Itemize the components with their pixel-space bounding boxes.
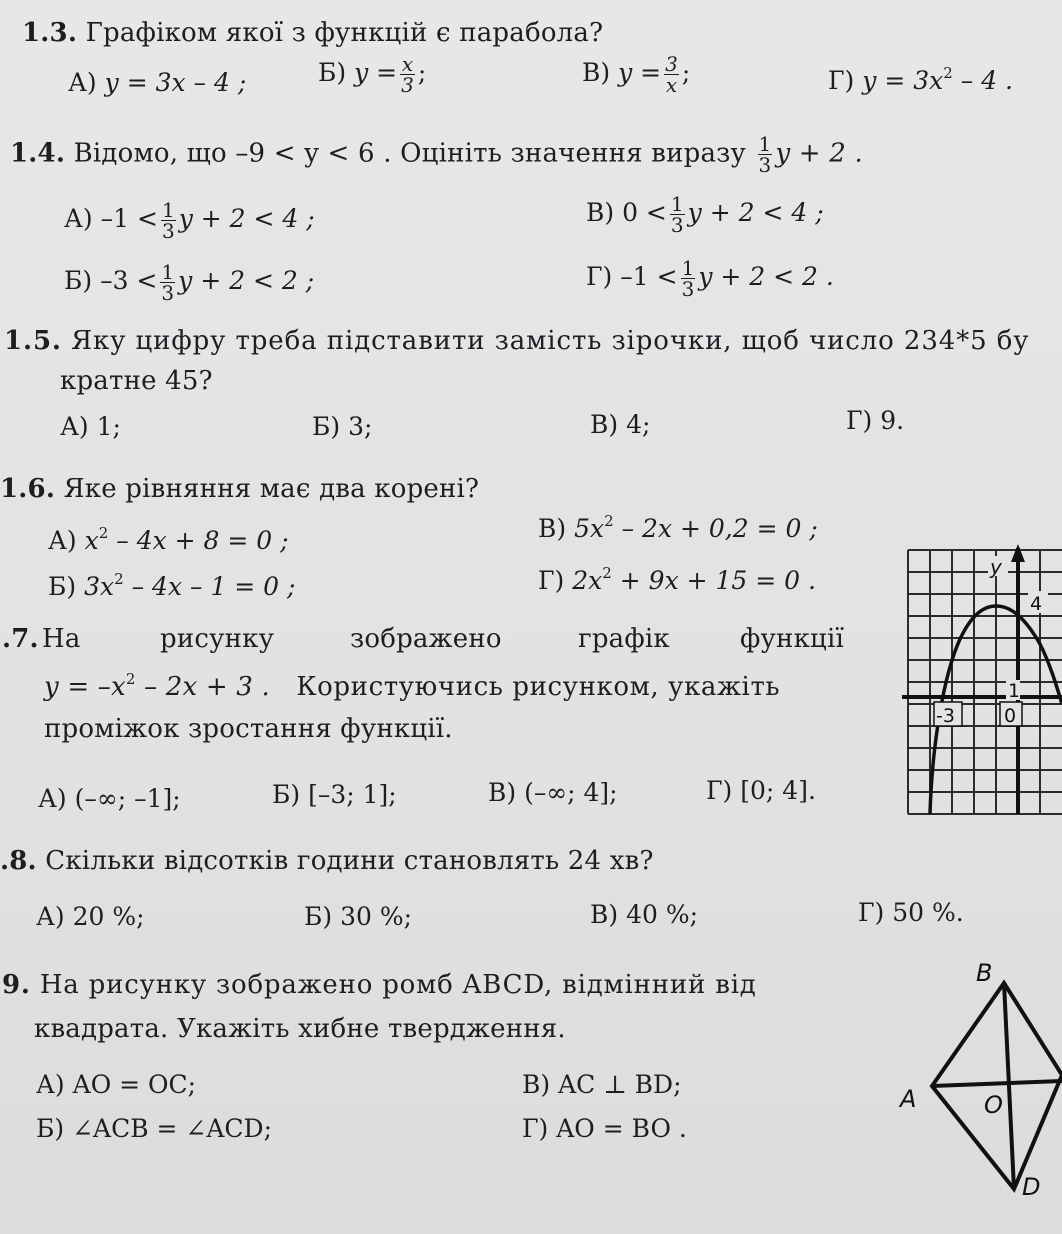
option-1-3-b[interactable] [318, 54, 426, 95]
fraction-denominator: 3 [161, 219, 175, 243]
option-label: Б) [48, 572, 77, 601]
option-1-4-c[interactable] [586, 194, 824, 235]
option-post: y + 2 < 4 ; [178, 204, 315, 233]
option-label: В) [538, 514, 567, 543]
option-1-4-d[interactable] [586, 258, 834, 299]
option-post: – 4x + 8 = 0 ; [116, 526, 289, 555]
option-post: + 9x + 15 = 0 . [619, 566, 816, 595]
option-1-5-c[interactable]: В) 4; [590, 410, 651, 439]
option-1-5-b[interactable]: Б) 3; [312, 412, 373, 441]
fraction-denominator: 3 [681, 277, 695, 301]
question-1-7-line2 [44, 672, 780, 702]
option-label: А) [64, 204, 93, 233]
parabola-graph [900, 544, 1062, 816]
option-1-9-c[interactable]: В) AC ⊥ BD; [522, 1070, 682, 1099]
option-label: А) [68, 68, 97, 97]
exponent: 2 [943, 64, 953, 82]
question-1-3 [22, 18, 603, 48]
word: функції [740, 624, 844, 654]
option-pre: 2x [572, 566, 603, 595]
origin-label: 0 [1004, 705, 1017, 727]
question-text: Скільки відсотків години становлять 24 хв? [45, 846, 654, 876]
question-number: 9. [2, 970, 31, 1000]
word: рисунку [160, 624, 275, 654]
option-post: y + 2 < 4 ; [687, 198, 824, 227]
tick-label-4: 4 [1030, 593, 1043, 615]
option-1-4-b[interactable] [64, 262, 314, 303]
option-formula: y = [618, 58, 662, 87]
fraction [400, 54, 415, 95]
option-formula: y = 3x – 4 ; [104, 68, 247, 97]
vertex-d-label: D [1022, 1173, 1041, 1201]
diagonal-ac [932, 1081, 1062, 1086]
exponent: 2 [114, 570, 124, 588]
question-number: 1.4. [10, 138, 66, 169]
option-pre: –1 < [100, 204, 158, 233]
option-label: А) [48, 526, 77, 555]
question-1-9 [2, 970, 757, 1000]
option-label: Б) [64, 266, 93, 295]
question-1-9-cont: квадрата. Укажіть хибне твердження. [34, 1014, 566, 1044]
fraction-denominator: 3 [758, 153, 772, 177]
question-1-6 [0, 474, 479, 504]
function-formula: y = –x [44, 672, 126, 702]
option-1-6-d[interactable] [538, 566, 816, 596]
option-tail: ; [417, 58, 427, 87]
fraction [160, 262, 175, 303]
question-text: Яку цифру треба підставити замість зірочки, щоб число 234*5 бу [71, 326, 1030, 356]
fraction-numerator: 1 [681, 256, 695, 280]
option-1-8-d[interactable]: Г) 50 %. [858, 898, 964, 927]
option-1-7-d[interactable]: Г) [0; 4]. [706, 776, 816, 805]
option-1-9-a[interactable]: А) AO = OC; [36, 1070, 197, 1099]
fraction [758, 134, 773, 175]
question-1-4 [10, 134, 863, 175]
option-post: y + 2 < 2 . [698, 262, 834, 291]
option-1-5-a[interactable]: А) 1; [60, 412, 121, 441]
option-label: Г) [828, 66, 855, 95]
exponent: 2 [604, 512, 614, 530]
tick-label-minus-3: -3 [936, 705, 955, 727]
fraction-numerator: 1 [670, 192, 684, 216]
expression-tail: y + 2 . [775, 138, 863, 169]
option-post: y + 2 < 2 ; [178, 266, 315, 295]
option-1-7-c[interactable]: В) (–∞; 4]; [488, 778, 618, 807]
option-pre: x [84, 526, 99, 555]
question-1-8 [0, 846, 654, 876]
fraction-denominator: 3 [401, 73, 414, 97]
question-number: 1.3. [22, 18, 78, 48]
question-text: На рисунку зображено ромб ABCD, відмінний від [39, 970, 757, 1000]
option-1-3-c[interactable] [582, 54, 690, 95]
question-text-cont: кратне 45? [60, 366, 213, 396]
fraction-denominator: 3 [161, 281, 175, 305]
vertex-b-label: B [976, 959, 993, 987]
rhombus-figure [890, 955, 1062, 1234]
word: графік [578, 624, 670, 654]
option-pre: –3 < [100, 266, 158, 295]
question-1-5 [4, 326, 1029, 356]
option-1-3-d[interactable] [828, 66, 1013, 96]
option-1-6-c[interactable] [538, 514, 818, 544]
question-text: Графіком якої з функцій є парабола? [85, 18, 604, 48]
option-pre: 5x [574, 514, 605, 543]
option-label: Г) [538, 566, 565, 595]
option-1-3-a[interactable] [68, 68, 246, 98]
option-pre: –1 < [620, 262, 678, 291]
option-label: Б) [318, 58, 347, 87]
center-o-label: O [984, 1091, 1003, 1119]
option-formula: y = [354, 58, 398, 87]
option-label: В) [582, 58, 611, 87]
option-1-6-a[interactable] [48, 526, 289, 556]
fraction-numerator: 3 [665, 52, 678, 76]
option-formula: y = 3x [862, 66, 944, 95]
fraction [161, 200, 176, 241]
option-post: – 2x + 0,2 = 0 ; [621, 514, 818, 543]
option-pre: 3x [84, 572, 115, 601]
option-1-9-d[interactable]: Г) AO = BO . [522, 1114, 687, 1143]
question-number: 1.5. [4, 326, 62, 356]
question-text: Відомо, що –9 < y < 6 . Оцініть значення виразу [73, 138, 747, 169]
fraction-numerator: 1 [161, 260, 175, 284]
fraction [681, 258, 696, 299]
fraction-numerator: 1 [758, 132, 772, 156]
option-1-8-b[interactable]: Б) 30 %; [304, 902, 413, 931]
option-1-9-b[interactable]: Б) ∠ACB = ∠ACD; [36, 1114, 273, 1143]
option-1-4-a[interactable] [64, 200, 315, 241]
question-text: Користуючись рисунком, укажіть [296, 672, 781, 702]
option-1-6-b[interactable] [48, 572, 295, 602]
exponent: 2 [125, 670, 136, 688]
fraction [664, 54, 679, 95]
y-axis-arrow-icon [1011, 544, 1025, 562]
option-label: Г) [586, 262, 613, 291]
question-1-7-line3: проміжок зростання функції. [44, 714, 453, 744]
option-tail: – 4 . [960, 66, 1013, 95]
tick-label-1: 1 [1008, 680, 1021, 702]
vertex-a-label: A [900, 1085, 917, 1113]
option-1-7-b[interactable]: Б) [–3; 1]; [272, 780, 397, 809]
option-pre: 0 < [622, 198, 667, 227]
option-1-8-a[interactable]: А) 20 %; [36, 902, 145, 931]
question-number: .7. [2, 624, 39, 654]
option-tail: ; [681, 58, 691, 87]
question-number: 1.6. [0, 474, 56, 504]
fraction-denominator: 3 [670, 213, 684, 237]
word: На [42, 624, 81, 654]
word: зображено [350, 624, 502, 654]
fraction [670, 194, 685, 235]
question-1-7 [2, 624, 862, 654]
exponent: 2 [98, 524, 109, 542]
question-number: .8. [0, 846, 37, 876]
y-axis-label: y [990, 555, 1002, 579]
exponent: 2 [602, 564, 612, 582]
diagonal-bd [1004, 983, 1014, 1189]
option-1-8-c[interactable]: В) 40 %; [590, 900, 699, 929]
option-1-5-d[interactable]: Г) 9. [846, 406, 905, 435]
option-1-7-a[interactable]: А) (–∞; –1]; [38, 784, 181, 813]
fraction-numerator: x [401, 52, 414, 76]
fraction-denominator: x [665, 73, 678, 97]
fraction-numerator: 1 [161, 198, 175, 222]
question-1-5-cont [60, 366, 213, 396]
function-formula-tail: – 2x + 3 . [144, 672, 270, 702]
question-text: Яке рівняння має два корені? [63, 474, 480, 504]
option-post: – 4x – 1 = 0 ; [131, 572, 296, 601]
option-label: В) [586, 198, 615, 227]
